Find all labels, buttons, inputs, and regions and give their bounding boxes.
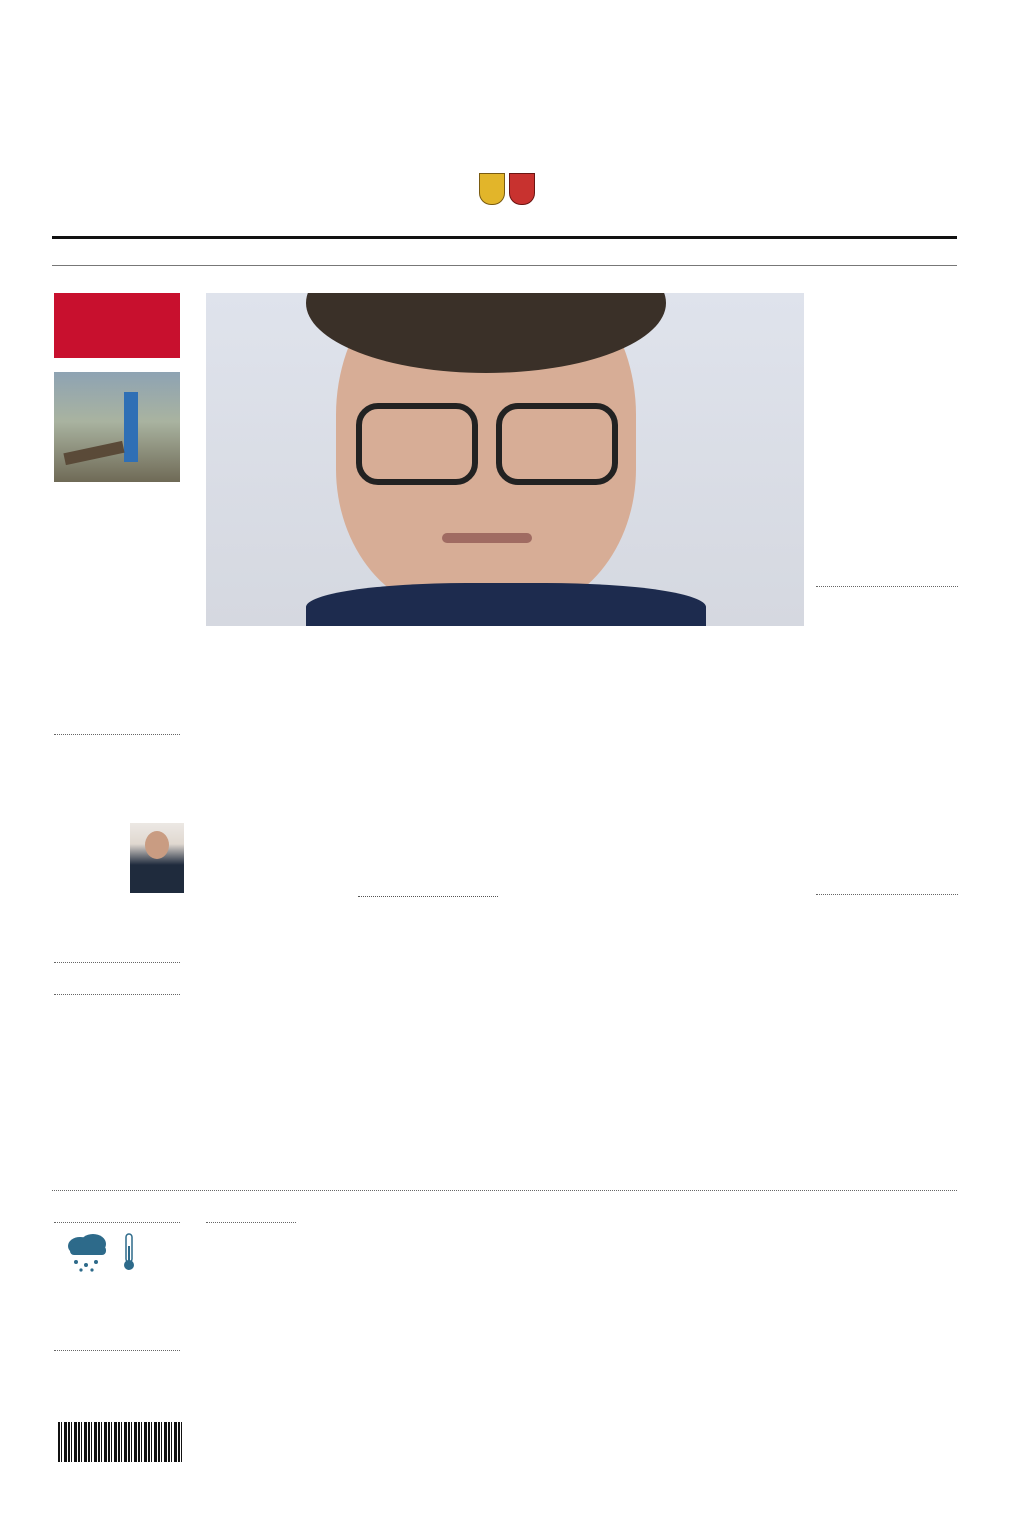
mouth-shape — [442, 533, 532, 543]
divider — [206, 1222, 296, 1223]
quote-box — [358, 896, 498, 905]
bornholdt-photo — [130, 823, 184, 893]
glasses-right — [496, 403, 618, 485]
crest-icon-right — [509, 173, 535, 205]
sign-shape — [124, 392, 138, 462]
divider — [54, 1222, 180, 1223]
akk-photo — [206, 293, 804, 626]
divider — [54, 1350, 180, 1351]
divider — [54, 734, 180, 735]
divider — [816, 894, 958, 895]
divider — [816, 586, 958, 587]
fallen-tree-photo — [54, 372, 180, 482]
dateline-rule — [52, 265, 957, 266]
masthead-rule — [52, 236, 957, 239]
crest-icon-left — [479, 173, 505, 205]
blazer-shape — [306, 583, 706, 626]
thermometer-icon — [122, 1232, 136, 1272]
face-shape — [145, 831, 169, 859]
prisma-ad[interactable] — [54, 293, 180, 358]
divider — [54, 994, 180, 995]
trunk-shape — [63, 441, 124, 465]
divider — [54, 962, 180, 963]
barcode — [58, 1422, 182, 1462]
weather-cloud-icon — [64, 1232, 110, 1272]
bottom-divider — [52, 1190, 957, 1191]
glasses-left — [356, 403, 478, 485]
